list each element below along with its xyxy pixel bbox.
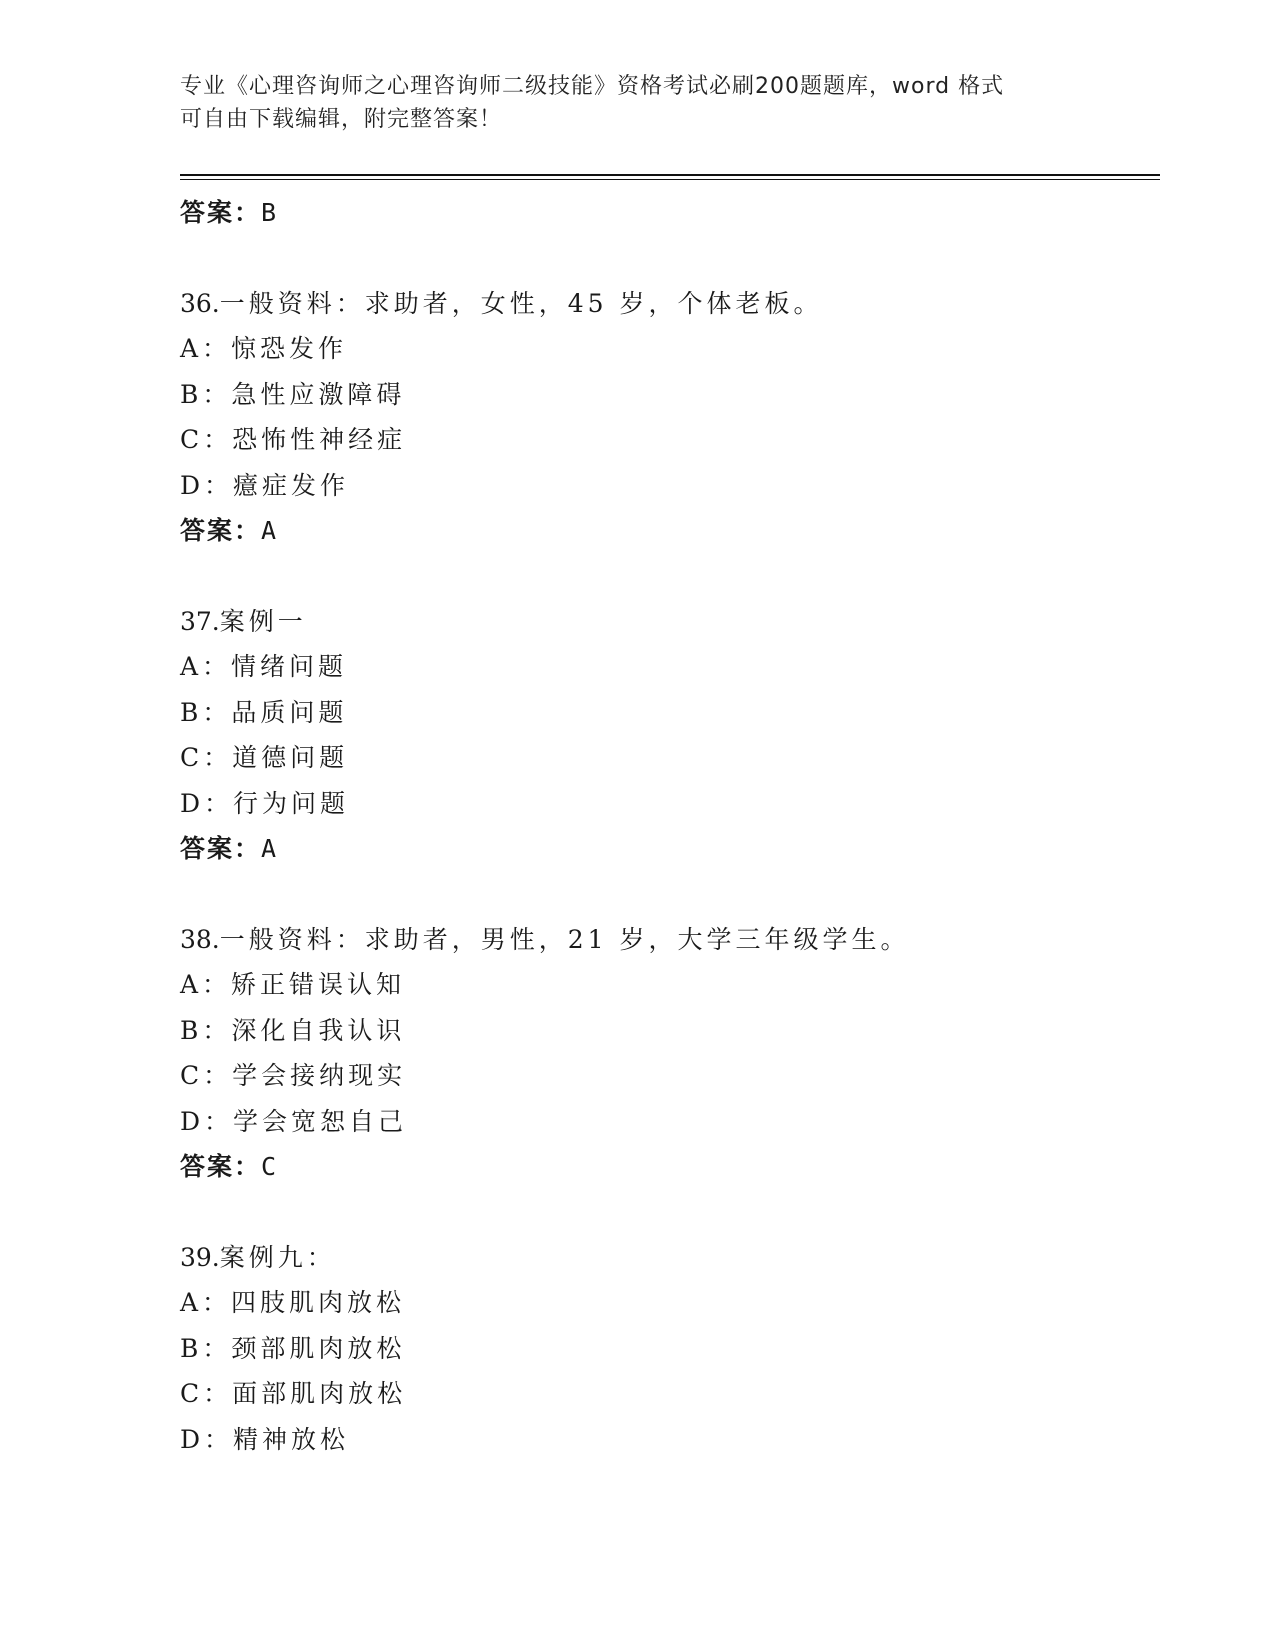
answer-value: A bbox=[261, 516, 279, 545]
answer-label: 答案： bbox=[180, 1152, 262, 1181]
spacer bbox=[180, 1190, 1160, 1235]
answer-label: 答案： bbox=[180, 198, 262, 227]
spacer bbox=[180, 554, 1160, 599]
option-a: A：四肢肌肉放松 bbox=[180, 1288, 406, 1317]
answer-value: C bbox=[261, 1152, 279, 1181]
header-divider-thin bbox=[180, 179, 1160, 180]
option-c: C：道德问题 bbox=[180, 743, 349, 772]
answer-value: A bbox=[261, 834, 279, 863]
option-a: A：情绪问题 bbox=[180, 652, 348, 681]
spacer bbox=[180, 872, 1160, 917]
spacer bbox=[180, 236, 1160, 281]
question-number: 36. bbox=[180, 288, 220, 318]
header-line-1: 专业《心理咨询师之心理咨询师二级技能》资格考试必刷200题题库，word 格式 bbox=[180, 74, 1005, 99]
question-text: 案例一 bbox=[219, 606, 307, 636]
option-c: C：面部肌肉放松 bbox=[180, 1379, 407, 1408]
answer-value: B bbox=[261, 198, 279, 227]
answer-line bbox=[180, 508, 1160, 554]
question-list bbox=[180, 190, 1160, 1462]
question-stem bbox=[180, 1235, 1160, 1281]
question-stem bbox=[180, 281, 1160, 327]
option-c: C：学会接纳现实 bbox=[180, 1061, 407, 1090]
answer-label: 答案： bbox=[180, 516, 262, 545]
option-d: D：精神放松 bbox=[180, 1424, 350, 1454]
question-text: 案例九： bbox=[219, 1242, 336, 1272]
option-b: B：颈部肌肉放松 bbox=[180, 1333, 406, 1363]
answer-label: 答案： bbox=[180, 834, 262, 863]
question-number: 38. bbox=[180, 924, 220, 954]
option-b: B：急性应激障碍 bbox=[180, 379, 406, 409]
answer-line bbox=[180, 826, 1160, 872]
header-line-2: 可自由下载编辑，附完整答案！ bbox=[180, 107, 503, 132]
option-d: D：行为问题 bbox=[180, 788, 350, 818]
question-number: 37. bbox=[180, 606, 220, 636]
document-header bbox=[180, 70, 1080, 136]
answer-line-35 bbox=[180, 190, 1160, 236]
answer-line bbox=[180, 1144, 1160, 1190]
question-text: 一般资料：求助者，男性，21 岁，大学三年级学生。 bbox=[219, 924, 910, 954]
question-text: 一般资料：求助者，女性，45 岁，个体老板。 bbox=[219, 288, 823, 318]
question-number: 39. bbox=[180, 1242, 220, 1272]
option-b: B：品质问题 bbox=[180, 697, 348, 727]
option-b: B：深化自我认识 bbox=[180, 1015, 406, 1045]
option-a: A：惊恐发作 bbox=[180, 334, 348, 363]
option-a: A：矫正错误认知 bbox=[180, 970, 406, 999]
option-d: D：学会宽恕自己 bbox=[180, 1106, 408, 1136]
option-d: D：癔症发作 bbox=[180, 470, 350, 500]
option-c: C：恐怖性神经症 bbox=[180, 425, 407, 454]
question-stem bbox=[180, 917, 1160, 963]
question-stem bbox=[180, 599, 1160, 645]
header-divider-thick bbox=[180, 174, 1160, 176]
